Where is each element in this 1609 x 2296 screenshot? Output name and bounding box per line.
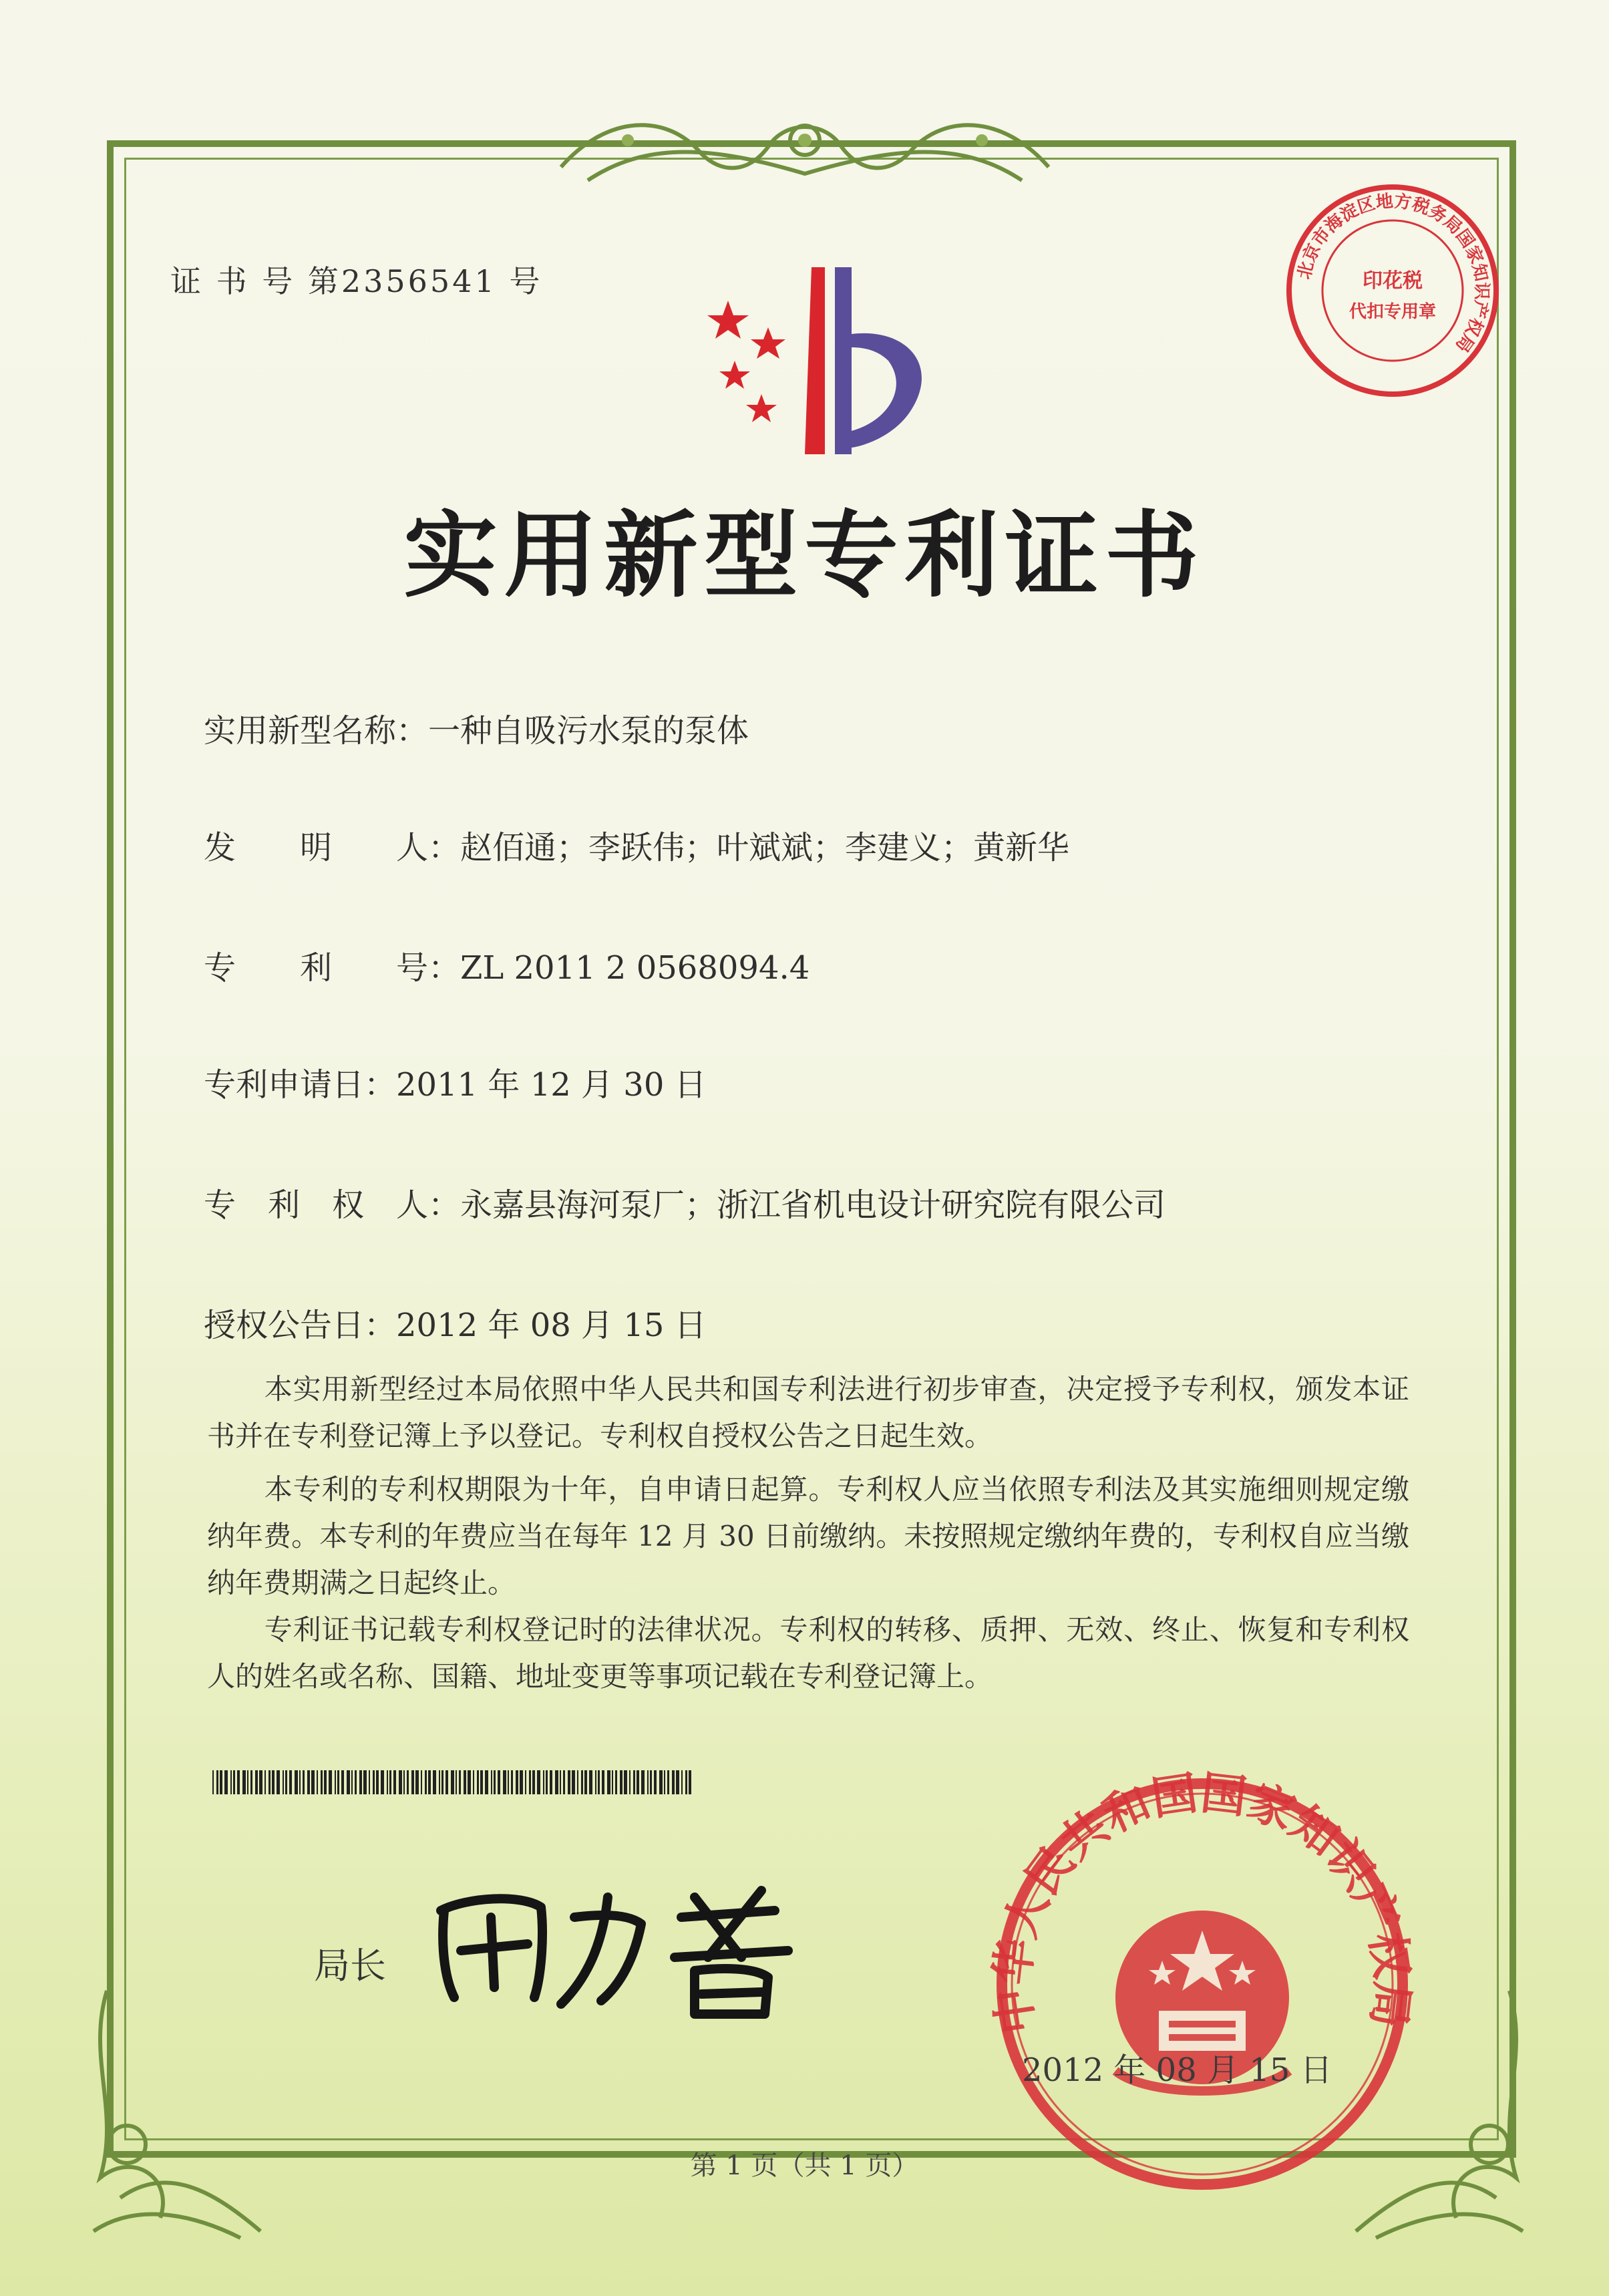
body-paragraph: 专利证书记载专利权登记时的法律状况。专利权的转移、质押、无效、终止、恢复和专利权人的姓名或名称、国籍、地址变更等事项记载在专利登记簿上。 (207, 1613, 1409, 1693)
barcode-bar (335, 1770, 336, 1794)
barcode-bar (477, 1770, 479, 1794)
field-label: 授权公告日： (204, 1307, 397, 1344)
barcode-bar (676, 1770, 679, 1794)
barcode-bar (633, 1770, 635, 1794)
barcode-bar (212, 1770, 214, 1794)
field-label: 实用新型名称： (204, 712, 429, 750)
seal-ring-text: 中华人民共和国国家知识产权局 (985, 1766, 1419, 2037)
barcode-bar (543, 1770, 544, 1794)
tax-stamp-seal (1282, 180, 1503, 401)
barcode-bar (242, 1770, 246, 1794)
barcode-bar (546, 1770, 548, 1794)
barcode-bar (351, 1770, 353, 1794)
certificate-number: 证 书 号 第2356541 号 (170, 263, 543, 299)
barcode-bar (624, 1770, 627, 1794)
barcode-bar (560, 1770, 561, 1794)
barcode-bar (672, 1770, 675, 1794)
barcode-bar (563, 1770, 565, 1794)
barcode-bar (347, 1770, 350, 1794)
barcode-bar (220, 1770, 222, 1794)
barcode-bar (685, 1770, 687, 1794)
barcode-bar (393, 1770, 396, 1794)
seal-center-line2: 代扣专用章 (1349, 302, 1437, 322)
barcode-bar (216, 1770, 218, 1794)
barcode-bar (520, 1770, 523, 1794)
body-paragraph: 本实用新型经过本局依照中华人民共和国专利法进行初步审查，决定授予专利权，颁发本证书并在专利登记簿上予以登记。专利权自授权公告之日起生效。 (207, 1373, 1409, 1452)
barcode-bar (650, 1770, 652, 1794)
barcode-bar (441, 1770, 443, 1794)
barcode-bar (303, 1770, 305, 1794)
barcode-bar (421, 1770, 422, 1794)
barcode-bar (641, 1770, 645, 1794)
barcode-bar (537, 1770, 540, 1794)
field-value: 一种自吸污水泵的泵体 (428, 712, 749, 750)
barcode-bar (295, 1770, 298, 1794)
application-date-field (204, 1059, 707, 1105)
barcode-bar (647, 1770, 649, 1794)
barcode-bar (285, 1770, 287, 1794)
barcode-bar (589, 1770, 592, 1794)
barcode-bar (532, 1770, 535, 1794)
barcode-bar (473, 1770, 474, 1794)
barcode-bar (387, 1770, 388, 1794)
field-value: ZL 2011 2 0568094.4 (460, 949, 810, 987)
barcode-bar (503, 1770, 506, 1794)
barcode-bar (289, 1770, 292, 1794)
barcode-bar (381, 1770, 384, 1794)
body-paragraph: 本专利的专利权期限为十年，自申请日起算。专利权人应当依照专利法及其实施细则规定缴纳年费。本专利的年费应当在每年 12 月 30 日前缴纳。未按照规定缴纳年费的，专利权自应当缴纳年费期满之日起终止。 (207, 1473, 1409, 1599)
barcode-bar (459, 1770, 461, 1794)
grant-date-field (204, 1299, 707, 1345)
barcode-bar (428, 1770, 431, 1794)
barcode-bar (439, 1770, 440, 1794)
barcode-bar (307, 1770, 310, 1794)
barcode-bar (498, 1770, 500, 1794)
barcode-bar (491, 1770, 492, 1794)
barcode-bar (277, 1770, 280, 1794)
barcode-bar (224, 1770, 228, 1794)
barcode-bar (407, 1770, 409, 1794)
utility-model-name-field (204, 705, 749, 751)
barcode-bar (516, 1770, 518, 1794)
seal-center-line1: 印花税 (1363, 269, 1423, 293)
barcode-bar (415, 1770, 419, 1794)
barcode-bar (329, 1770, 332, 1794)
field-label: 发 明 人： (204, 829, 461, 866)
barcode-bar (363, 1770, 367, 1794)
barcode-bar (550, 1770, 552, 1794)
barcode-bar (269, 1770, 271, 1794)
barcode-bar (247, 1770, 248, 1794)
barcode-bar (255, 1770, 258, 1794)
director-label: 局长 (314, 1945, 386, 1987)
barcode-bar (230, 1770, 232, 1794)
barcode-bar (607, 1770, 610, 1794)
barcode-bar (572, 1770, 575, 1794)
patent-office-logo (688, 254, 948, 468)
field-value: 永嘉县海河泵厂；浙江省机电设计研究院有限公司 (460, 1186, 1166, 1224)
barcode-bar (681, 1770, 683, 1794)
top-ornament (548, 100, 1062, 194)
barcode-bar (595, 1770, 596, 1794)
seal-ring-text: 北京市海淀区地方税务局国家知识产权局 (1294, 191, 1492, 356)
barcode-bar (494, 1770, 496, 1794)
barcode-bar (376, 1770, 379, 1794)
barcode-bar (233, 1770, 235, 1794)
barcode-bar (399, 1770, 402, 1794)
barcode-bar (311, 1770, 315, 1794)
barcode-bar (283, 1770, 284, 1794)
field-label: 专利申请日： (204, 1066, 397, 1104)
issue-date: 2012 年 08 月 15 日 (1022, 2052, 1332, 2089)
barcode-bar (359, 1770, 362, 1794)
barcode-bar (602, 1770, 604, 1794)
inventors-field (204, 822, 1069, 868)
barcode-bar (615, 1770, 617, 1794)
field-value: 2012 年 08 月 15 日 (396, 1307, 707, 1344)
field-value: 2011 年 12 月 30 日 (396, 1066, 707, 1104)
barcode-bar (272, 1770, 275, 1794)
barcode-bar (629, 1770, 631, 1794)
barcode-bar (403, 1770, 405, 1794)
page-number: 第 1 页（共 1 页） (690, 2150, 919, 2181)
barcode-bar (659, 1770, 663, 1794)
barcode-bar (337, 1770, 339, 1794)
barcode-bar (433, 1770, 436, 1794)
field-value: 赵佰通；李跃伟；叶斌斌；李建义；黄新华 (460, 829, 1070, 866)
barcode-bar (264, 1770, 266, 1794)
barcode-bar (237, 1770, 240, 1794)
barcode-bar (568, 1770, 570, 1794)
barcode-bar (508, 1770, 509, 1794)
barcode-bar (317, 1770, 318, 1794)
barcode-bar (425, 1770, 427, 1794)
barcode-bar (445, 1770, 448, 1794)
barcode-bar (369, 1770, 370, 1794)
field-label: 专 利 号： (204, 949, 461, 987)
barcode-bar (355, 1770, 357, 1794)
barcode-bar (485, 1770, 488, 1794)
patent-number-field (204, 942, 810, 988)
barcode-bar (529, 1770, 531, 1794)
barcode-bar (664, 1770, 665, 1794)
barcode-bar (667, 1770, 669, 1794)
barcode-bar (654, 1770, 657, 1794)
barcode-bar (250, 1770, 252, 1794)
barcode-bar (341, 1770, 344, 1794)
bottom-left-ornament (80, 1977, 281, 2245)
barcode-bar (299, 1770, 301, 1794)
barcode-bar (373, 1770, 375, 1794)
barcode-bar (581, 1770, 583, 1794)
director-signature (427, 1870, 801, 2024)
barcode-bar (612, 1770, 613, 1794)
barcode-bar (451, 1770, 454, 1794)
field-label: 专 利 权 人： (204, 1186, 461, 1224)
barcode-bar (389, 1770, 391, 1794)
barcode-bar (456, 1770, 457, 1794)
barcode-bar (637, 1770, 639, 1794)
certificate-title: 实用新型专利证书 (403, 501, 1206, 611)
barcode-bar (464, 1770, 466, 1794)
barcode-bar (689, 1770, 691, 1794)
barcode-bar (577, 1770, 578, 1794)
barcode-bar (321, 1770, 323, 1794)
barcode-bar (511, 1770, 513, 1794)
barcode-bar (480, 1770, 483, 1794)
barcode (212, 1770, 693, 1794)
barcode-bar (555, 1770, 558, 1794)
barcode-bar (620, 1770, 622, 1794)
barcode-bar (411, 1770, 414, 1794)
patentee-field (204, 1179, 1166, 1225)
barcode-bar (525, 1770, 526, 1794)
barcode-bar (324, 1770, 327, 1794)
barcode-bar (598, 1770, 600, 1794)
barcode-bar (468, 1770, 471, 1794)
barcode-bar (259, 1770, 262, 1794)
barcode-bar (584, 1770, 587, 1794)
